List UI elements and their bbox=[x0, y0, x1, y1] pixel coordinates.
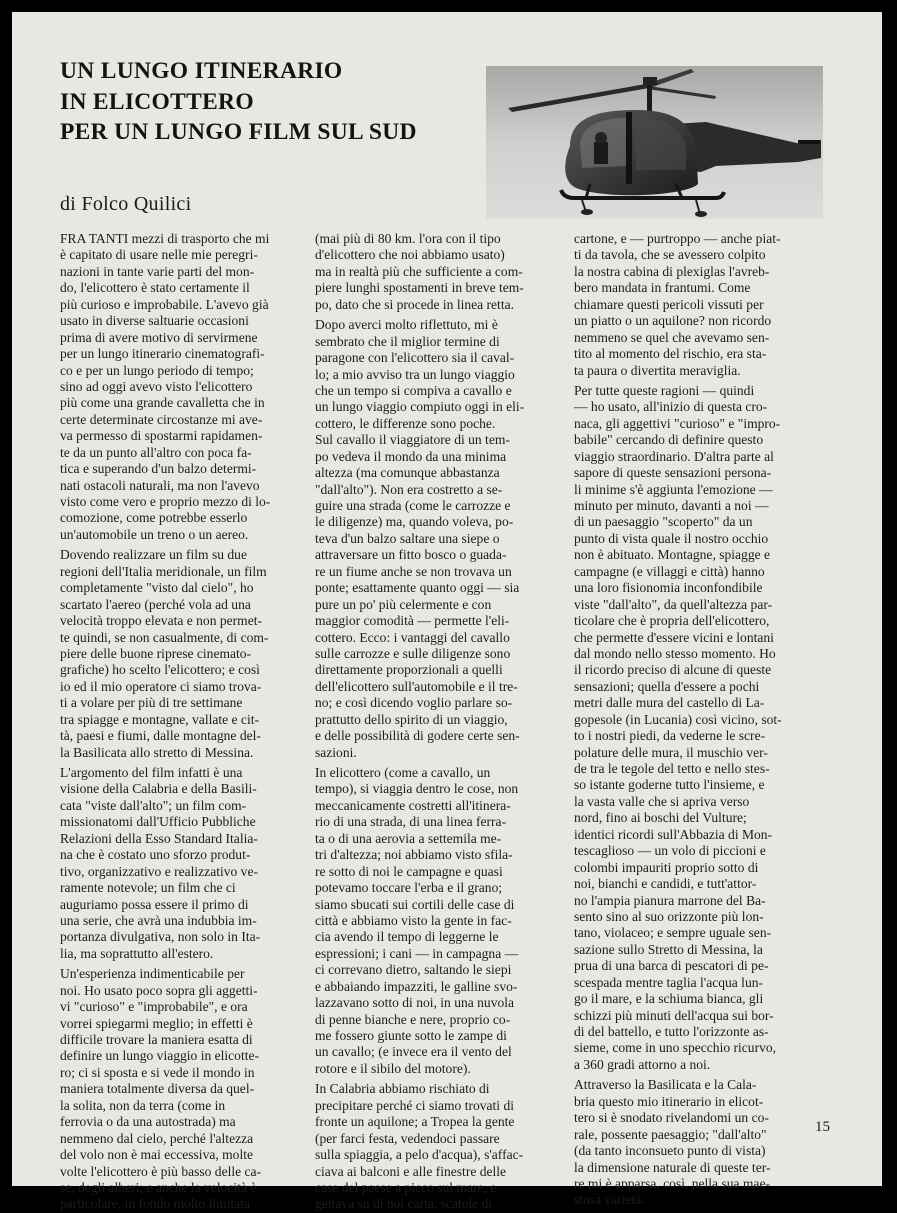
text-line: un'automobile un treno o un aereo. bbox=[60, 526, 249, 542]
text-line: babile" cercando di definire questo bbox=[574, 432, 764, 448]
text-line: e delle possibilità di godere certe sen- bbox=[315, 728, 520, 744]
text-line: no l'ampia pianura marrone del Ba- bbox=[574, 892, 766, 908]
text-line: certe determinate circostanze mi ave- bbox=[60, 411, 263, 427]
text-line: po, dato che si procede in linea retta. bbox=[315, 296, 514, 312]
text-line: ticolare che è propria dell'elicottero, bbox=[574, 613, 770, 629]
text-line: cata "viste dall'alto"; un film com- bbox=[60, 797, 247, 813]
text-line: che un tempo si compiva a cavallo e bbox=[315, 382, 512, 398]
text-line: la Basilicata allo stretto di Messina. bbox=[60, 744, 254, 760]
text-line: espressioni; i cani — in campagna — bbox=[315, 945, 519, 961]
text-line: altezza (ma comunque abbastanza bbox=[315, 465, 500, 481]
text-line: Un'esperienza indimenticabile per bbox=[60, 966, 245, 982]
text-line: polature delle mura, il muschio ver- bbox=[574, 744, 768, 760]
text-line: ponte; esattamente quanto oggi — sia bbox=[315, 580, 520, 596]
title-line-1: UN LUNGO ITINERARIO bbox=[60, 58, 343, 84]
text-line: di del battello, e tutto l'orizzonte as- bbox=[574, 1024, 769, 1039]
text-line: è capitato di usare nelle mie peregri- bbox=[60, 247, 258, 263]
text-line: se, degli alberi; e anche la velocità è bbox=[60, 1179, 257, 1195]
text-line: del volo non è mai eccessiva, molte bbox=[60, 1147, 253, 1163]
text-line: va permesso di spostarmi rapidamen- bbox=[60, 428, 263, 444]
text-line: la solita, non da terra (come in bbox=[60, 1097, 226, 1113]
text-line: minuto per minuto, davanti a noi — bbox=[574, 498, 769, 513]
text-line: città e abbiamo visto la gente in fac- bbox=[315, 912, 512, 928]
text-line: guire una strada (come le carrozze e bbox=[315, 498, 511, 513]
text-line: ma in realtà più che sufficiente a com- bbox=[315, 263, 523, 279]
text-line: siamo sbucati sui cortili delle case di bbox=[315, 896, 515, 912]
text-line: sazione sullo Stretto di Messina, la bbox=[574, 941, 763, 957]
text-line: auguriamo possa essere il primo di bbox=[60, 896, 249, 912]
text-line: te da un punto all'altro con poca fa- bbox=[60, 444, 252, 460]
text-column-2 bbox=[315, 231, 568, 1213]
text-line: lazzavano sotto di noi, in una nuvola bbox=[315, 995, 515, 1011]
text-line: paragone con l'elicottero sia il caval- bbox=[315, 350, 515, 366]
text-line: Sul cavallo il viaggiatore di un tem- bbox=[315, 432, 510, 448]
text-line: un lungo viaggio compiuto oggi in eli- bbox=[315, 399, 525, 415]
text-line: lo; a mio avviso tra un lungo viaggio bbox=[315, 366, 515, 382]
text-line: stosa varietà. bbox=[574, 1192, 645, 1208]
text-line: piere delle buone riprese cinemato- bbox=[60, 645, 252, 661]
text-line: un cavallo; (e invece era il vento del bbox=[315, 1044, 512, 1060]
text-line: più come una grande cavalletta che in bbox=[60, 395, 265, 411]
title-line-2: IN ELICOTTERO bbox=[60, 88, 254, 115]
text-line: sazioni. bbox=[315, 744, 357, 760]
text-line: ta o di una aerovia a settemila me- bbox=[315, 830, 502, 846]
text-line: tito al momento del rischio, era sta- bbox=[574, 346, 767, 362]
text-line: viste "dall'alto", da quell'altezza par- bbox=[574, 596, 773, 612]
text-line: re un fiume anche se non trovava un bbox=[315, 563, 512, 579]
text-line: metri dalle mura del castello di La- bbox=[574, 695, 765, 711]
text-line: particolare, in fondo molto limitata bbox=[60, 1196, 250, 1212]
text-line: attraversare un fitto bosco o guada- bbox=[315, 547, 507, 563]
text-line: d'elicottero che noi abbiamo usato) bbox=[315, 247, 505, 263]
text-line: sembrato che il miglior termine di bbox=[315, 333, 500, 349]
text-line: dell'elicottero sull'automobile e il tre- bbox=[315, 678, 518, 694]
text-line: difficile trovare la maniera esatta di bbox=[60, 1032, 253, 1047]
text-line: precipitare perché ci siamo trovati di bbox=[315, 1097, 514, 1113]
text-line: ti da tavola, che se avessero colpito bbox=[574, 247, 766, 263]
text-line: direttamente proporzionali a quelli bbox=[315, 662, 503, 678]
text-line: comozione, come potrebbe esserlo bbox=[60, 510, 248, 526]
title-line-3: PER UN LUNGO FILM SUL SUD bbox=[60, 119, 417, 145]
text-line: cottero. Ecco: i vantaggi del cavallo bbox=[315, 629, 510, 645]
text-line: do, l'elicottero è stato certamente il bbox=[60, 280, 250, 296]
text-line: di penne bianche e nere, proprio co- bbox=[315, 1011, 511, 1027]
text-column-1 bbox=[60, 231, 306, 1213]
text-line: non è abituato. Montagne, spiagge e bbox=[574, 547, 770, 563]
text-line: ti a volare per più di tre settimane bbox=[60, 695, 243, 711]
text-line: completamente "visto dal cielo", ho bbox=[60, 580, 254, 596]
text-line: fronte un aquilone; a Tropea la gente bbox=[315, 1114, 515, 1130]
text-line: la nostra cabina di plexiglas l'avreb- bbox=[574, 263, 770, 279]
text-line: rio di una strada, di una linea ferra- bbox=[315, 814, 507, 830]
text-line: de tra le tegole del tetto e nello stes- bbox=[574, 761, 770, 776]
text-line: sento sino al suo orizzonte più lon- bbox=[574, 908, 764, 924]
text-line: In elicottero (come a cavallo, un bbox=[315, 765, 491, 780]
text-line: un piatto o un aquilone? non ricordo bbox=[574, 313, 772, 329]
text-line: tivo, organizzativo e realizzativo ve- bbox=[60, 863, 258, 879]
text-line: volte l'elicottero è più basso delle ca- bbox=[60, 1163, 262, 1179]
text-line: schizzi più minuti dell'acqua sui bor- bbox=[574, 1007, 774, 1023]
text-line: identici ricordi sull'Abbazia di Mon- bbox=[574, 826, 773, 842]
text-line: rotore e il sibilo del motore). bbox=[315, 1060, 471, 1076]
text-line: a 360 gradi attorno a noi. bbox=[574, 1056, 711, 1072]
magazine-page bbox=[12, 12, 882, 1212]
text-line: gopesole (in Lucania) così vicino, sot- bbox=[574, 711, 782, 727]
text-line: to i nostri piedi, da vederne le scre- bbox=[574, 728, 766, 744]
text-line: meccanicamente costretti all'itinera- bbox=[315, 797, 511, 813]
text-line: teva d'un balzo saltare una siepe o bbox=[315, 530, 500, 546]
text-line: scartato l'aereo (perché vola ad una bbox=[60, 596, 251, 612]
text-line: nemmeno dal cielo, perché l'altezza bbox=[60, 1130, 254, 1146]
text-line: una loro fisionomia inconfondibile bbox=[574, 580, 763, 596]
text-line: sulle carrozze e sulle diligenze sono bbox=[315, 645, 511, 661]
text-line: li minime s'è aggiunta l'emozione — bbox=[574, 481, 773, 497]
text-line: cartone, e — purtroppo — anche piat- bbox=[574, 231, 781, 246]
text-line: (mai più di 80 km. l'ora con il tipo bbox=[315, 231, 501, 246]
text-line: il ricordo preciso di alcune di queste bbox=[574, 662, 772, 678]
text-line: sulla spiaggia, a pelo d'acqua), s'affac- bbox=[315, 1147, 524, 1163]
text-line: co e per un lungo periodo di tempo; bbox=[60, 362, 254, 378]
text-line: vi "curioso" e "improbabile", e ora bbox=[60, 999, 248, 1015]
text-line: Attraverso la Basilicata e la Cala- bbox=[574, 1077, 757, 1093]
text-line: L'argomento del film infatti è una bbox=[60, 765, 243, 780]
text-line: tero si è snodato rivelandomi un co- bbox=[574, 1110, 769, 1126]
text-line: gettava su di noi carta, scatole di bbox=[315, 1196, 493, 1212]
text-line: Dopo averci molto riflettuto, mi è bbox=[315, 317, 498, 333]
text-line: punto di vista quale il nostro occhio bbox=[574, 530, 769, 546]
text-line: e abbaiando impazziti, le galline svo- bbox=[315, 978, 518, 994]
text-line: prima di avere motivo di servirmene bbox=[60, 329, 258, 345]
text-line: tri d'altezza; noi abbiamo visto sfila- bbox=[315, 847, 513, 863]
text-column-3 bbox=[574, 231, 827, 1209]
text-line: dal mondo nello stesso momento. Ho bbox=[574, 645, 776, 661]
text-line: pure un po' più celermente e con bbox=[315, 596, 492, 612]
text-line: la dimensione naturale di queste ter- bbox=[574, 1159, 771, 1175]
text-line: velocità troppo elevata e non permet- bbox=[60, 613, 262, 629]
text-line: ramente notevole; un film che ci bbox=[60, 880, 236, 896]
text-line: ferrovia o da una autostrada) ma bbox=[60, 1114, 236, 1130]
text-line: po vedeva il mondo da una minima bbox=[315, 448, 507, 464]
page-number: 15 bbox=[815, 1119, 830, 1135]
text-line: Relazioni della Esso Standard Italia- bbox=[60, 830, 258, 846]
text-line: re sotto di noi le campagne e quasi bbox=[315, 863, 503, 879]
text-line: ro; ci si sposta e si vede il mondo in bbox=[60, 1064, 255, 1080]
text-line: In Calabria abbiamo rischiato di bbox=[315, 1081, 490, 1097]
text-line: portanza divulgativa, non solo in Ita- bbox=[60, 929, 261, 945]
text-line: so istante goderne tutto l'insieme, e bbox=[574, 777, 765, 793]
text-line: rale, possente paesaggio; "dall'alto" bbox=[574, 1126, 767, 1142]
text-line: vorrei spiegarmi meglio; in effetti è bbox=[60, 1015, 253, 1031]
text-line: me fossero giunte sotto le zampe di bbox=[315, 1028, 507, 1043]
text-line: sieme, come in uno specchio ricurvo, bbox=[574, 1040, 777, 1056]
text-line: io ed il mio operatore ci siamo trova- bbox=[60, 678, 262, 694]
text-line: re mi è apparsa, così, nella sua mae- bbox=[574, 1175, 770, 1191]
text-line: no; e così dicendo voglio parlare so- bbox=[315, 695, 513, 711]
text-line: maggior comodità — permette l'eli- bbox=[315, 613, 510, 629]
text-line: naca, gli aggettivi "curioso" e "impro- bbox=[574, 415, 781, 431]
text-line: sapore di queste sensazioni persona- bbox=[574, 465, 772, 481]
text-line: viaggio straordinario. D'altra parte al bbox=[574, 448, 774, 464]
text-line: chiamare questi pericoli vissuti per bbox=[574, 296, 764, 312]
text-line: potevamo toccare l'erba e il grano; bbox=[315, 880, 503, 896]
text-line: scespada mentre taglia l'acqua lun- bbox=[574, 974, 764, 990]
text-line: prattutto dello spirito di un viaggio, bbox=[315, 711, 508, 727]
text-line: tà, paesi e fiumi, dalle montagne del- bbox=[60, 728, 261, 744]
text-line: definire un lungo viaggio in elicotte- bbox=[60, 1048, 260, 1064]
text-line: la vasta valle che si apriva verso bbox=[574, 793, 750, 809]
text-line: te quindi, se non casualmente, di com- bbox=[60, 629, 269, 645]
text-line: tescaglioso — un volo di piccioni e bbox=[574, 843, 766, 859]
text-line: grafiche) ho scelto l'elicottero; e così bbox=[60, 662, 260, 678]
text-line: maniera totalmente diversa da quel- bbox=[60, 1081, 255, 1097]
text-line: più curioso e improbabile. L'avevo già bbox=[60, 296, 269, 312]
text-line: go il mare, e la schiuma bianca, gli bbox=[574, 991, 764, 1007]
text-line: tempo), si viaggia dentro le cose, non bbox=[315, 781, 519, 797]
text-line: di un paesaggio "scoperto" da un bbox=[574, 514, 753, 530]
text-line: Dovendo realizzare un film su due bbox=[60, 547, 247, 563]
text-line: (per farci festa, vedendoci passare bbox=[315, 1130, 500, 1146]
text-line: missionatomi dall'Ufficio Pubbliche bbox=[60, 814, 256, 830]
helicopter-photo bbox=[486, 66, 823, 219]
author-byline: di Folco Quilici bbox=[60, 193, 192, 215]
text-line: — ho usato, all'inizio di questa cro- bbox=[574, 399, 768, 415]
text-line: nati ostacoli naturali, ma non l'avevo bbox=[60, 477, 260, 493]
text-line: tra spiagge e montagne, vallate e cit- bbox=[60, 711, 259, 727]
text-line: campagne (e villaggi e città) hanno bbox=[574, 563, 765, 579]
text-line: nemmeno se quel che avevamo sen- bbox=[574, 329, 770, 345]
text-line: noi, bianchi e candidi, e tutt'attor- bbox=[574, 876, 757, 892]
text-line: visto come vero e proprio mezzo di lo- bbox=[60, 494, 271, 509]
text-line: "dall'alto"). Non era costretto a se- bbox=[315, 481, 503, 497]
text-line: (da tanto inconsueto punto di vista) bbox=[574, 1143, 766, 1159]
text-line: nord, fino ai boschi del Vulture; bbox=[574, 810, 747, 826]
text-line: tica e superando d'un balzo determi- bbox=[60, 461, 257, 477]
text-line: usato in diverse saltuarie occasioni bbox=[60, 313, 249, 329]
text-line: bria questo mio itinerario in elicot- bbox=[574, 1093, 764, 1109]
text-line: ciava ai balconi e alle finestre delle bbox=[315, 1163, 507, 1179]
text-line: lia, ma soprattutto all'estero. bbox=[60, 945, 214, 961]
text-line: sino ad oggi avevo visto l'elicottero bbox=[60, 378, 253, 394]
text-line: Per tutte queste ragioni — quindi bbox=[574, 382, 755, 398]
article-title bbox=[60, 56, 490, 148]
text-line: cottero, le differenze sono poche. bbox=[315, 415, 496, 431]
text-line: le diligenze) ma, quando voleva, po- bbox=[315, 514, 514, 530]
text-line: colombi impauriti proprio sotto di bbox=[574, 859, 759, 875]
text-line: regioni dell'Italia meridionale, un film bbox=[60, 563, 267, 579]
text-line: na che è costato uno sforzo produt- bbox=[60, 847, 251, 863]
text-line: ci correvano dietro, saltando le siepi bbox=[315, 962, 512, 978]
text-line: piere lunghi spostamenti in breve tem- bbox=[315, 280, 524, 296]
text-line: cia avendo il tempo di leggerne le bbox=[315, 929, 499, 945]
text-line: noi. Ho usato poco sopra gli aggetti- bbox=[60, 982, 258, 998]
text-line: nazioni in tante varie parti del mon- bbox=[60, 263, 255, 279]
text-line: bero mandata in frantumi. Come bbox=[574, 280, 751, 296]
text-line: ta paura o divertita meraviglia. bbox=[574, 362, 741, 378]
text-line: che permette d'essere vicini e lontani bbox=[574, 629, 774, 645]
text-line: tano, violaceo; e sempre uguale sen- bbox=[574, 925, 772, 941]
text-line: FRA TANTI mezzi di trasporto che mi bbox=[60, 231, 270, 246]
text-line: sensazioni; quella d'essere a pochi bbox=[574, 678, 760, 694]
text-line: case del paese a picco sul mare, e bbox=[315, 1179, 497, 1195]
text-line: per un lungo itinerario cinematografi- bbox=[60, 346, 265, 362]
text-line: visione della Calabria e della Basili- bbox=[60, 781, 257, 797]
text-line: prua di una barca di pescatori di pe- bbox=[574, 958, 769, 974]
text-line: una serie, che avrà una indubbia im- bbox=[60, 912, 257, 928]
